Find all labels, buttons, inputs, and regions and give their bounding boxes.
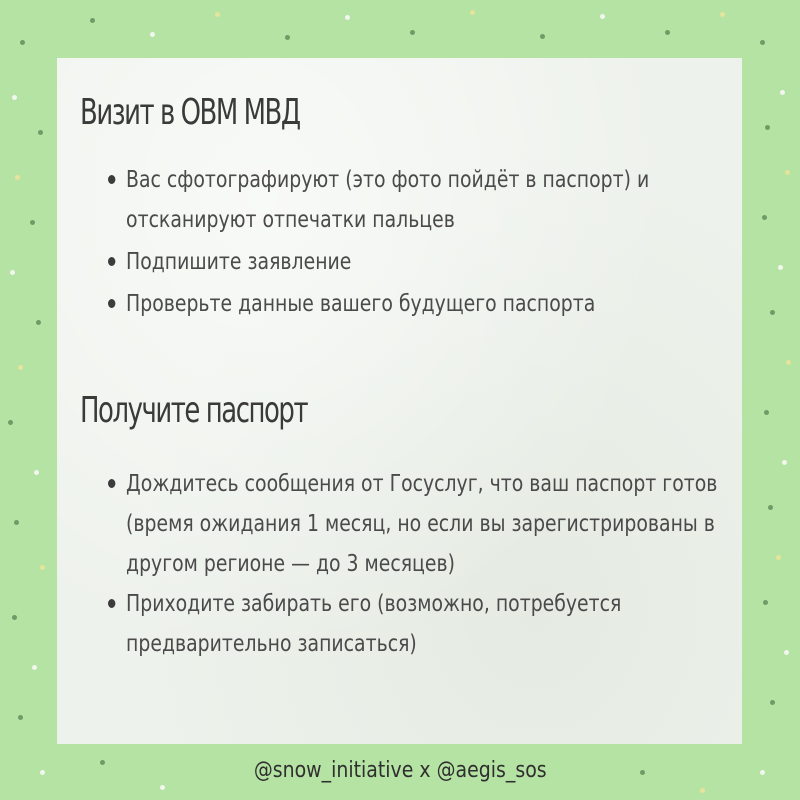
visit-steps-list	[108, 160, 728, 326]
list-item: Дождитесь сообщения от Госуслуг, что ваш паспорт готов (время ожидания 1 месяц, но если вы зарегистрированы в другом регионе — до 3 месяцев)	[108, 464, 733, 584]
list-item: Приходите забирать его (возможно, потребуется предварительно записаться)	[108, 584, 733, 664]
receive-steps-list	[108, 464, 728, 664]
footer-credit	[0, 758, 800, 783]
section-title-visit: Визит в ОВМ МВД	[80, 92, 300, 133]
list-item: Вас сфотографируют (это фото пойдёт в паспорт) и отсканируют отпечатки пальцев	[108, 160, 733, 240]
credit-text: @snow_initiative x @aegis_sos	[253, 758, 547, 783]
list-item: Проверьте данные вашего будущего паспорта	[108, 284, 733, 324]
section-title-receive: Получите паспорт	[80, 390, 308, 431]
list-item: Подпишите заявление	[108, 242, 733, 282]
